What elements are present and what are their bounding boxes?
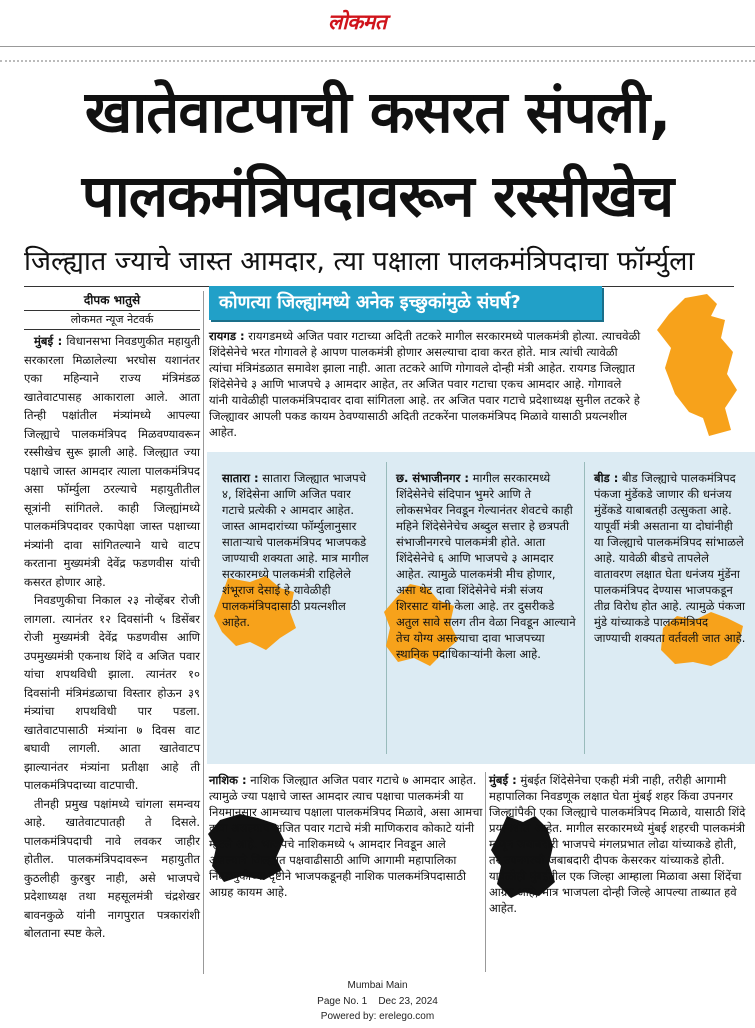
column-separator	[203, 291, 204, 974]
district-sambhajinagar: छ. संभाजीनगर : मागील सरकारमध्ये शिंदेसेनेचे संदिपान भुमरे आणि ते लोकसभेवर निवडून गेल्यानंतर शेवटचे काही महिने शिंदेसेनेचेच अब्दुल सत्तार हे छत्रपती संभाजीनगरचे पालकमंत्री होते. आता शिंदेसेनेचे ६ आणि भाजपचे ३ आमदार आहेत. त्यामुळे पालकमंत्री मीच होणार, असा थेट दावा शिंदेसेनेचे मंत्री संजय शिरसाट यांनी केला आहे. तर दुसरीकडे अतुल सावे सलग तीन वेळा निवडून आल्याने तेच योग्य असल्याचा दावा भाजपच्या स्थानिक पदाधिकाऱ्यांनी केला आहे.	[396, 471, 576, 661]
article-paragraph-2: निवडणुकीचा निकाल २३ नोव्हेंबर रोजी लागला. त्यानंतर १२ दिवसांनी ५ डिसेंबर रोजी मुख्यमंत्री देवेंद्र फडणवीस आणि उपमुख्यमंत्री एकनाथ शिंदे व अजित पवार यांचा शपथविधी झाला. त्यानंतर १० दिवसांनी मंत्रिमंडळाचा विस्तार होऊन ३९ मंत्र्यांचा शपथविधी पार पडला. खातेवाटपासाठी मंत्र्यांना ७ दिवस वाट बघावी लागली. आता खातेवाटप झाल्यानंतर मंत्र्यांना प्रतीक्षा आहे ती पालकमंत्रिपदाच्या वाटपाची.	[24, 593, 200, 792]
district-label: छ. संभाजीनगर :	[396, 471, 469, 485]
lokmat-logo: लोकमत	[328, 10, 387, 34]
district-label: रायगड :	[209, 329, 245, 343]
district-satara: सातारा : सातारा जिल्ह्यात भाजपचे ४, शिंदेसेना आणि अजित पवार गटाचे प्रत्येकी २ आमदार आहेत. जास्त आमदारांच्या फॉर्म्युलानुसार साताऱ्याचे पालकमंत्रिपद भाजपकडे जाण्याची शक्यता आहे. मात्र मागील सरकारमध्ये पालकमंत्री राहिलेले शंभूराज देसाई हे यावेळीही पालकमंत्रिपदासाठी प्रयत्नशील आहेत.	[222, 471, 369, 629]
headline-line2: पालकमंत्रिपदावरून रस्सीखेच	[81, 162, 674, 230]
footer-page: Page No. 1	[317, 996, 368, 1007]
footer-powered: Powered by: erelego.com	[320, 1011, 435, 1022]
footer-edition: Mumbai Main	[347, 980, 408, 991]
district-label: सातारा :	[222, 471, 259, 485]
district-beed: बीड : बीड जिल्ह्याचे पालकमंत्रिपद पंकजा मुंडेंकडे जाणार की धनंजय मुंडेंकडे याबाबतही उत्सुकता आहे. यापूर्वी मंत्री असताना या दोघांनीही या जिल्ह्याचे पालकमंत्रिपद सांभाळले आहे. यावेळी बीडचे तापलेले वातावरण लक्षात घेता धनंजय मुंडेंना पालकमंत्रिपद देण्यास भाजपकडून तीव्र विरोध होत आहे. त्यामुळे पंकजा मुंडे यांच्याकडे पालकमंत्रिपद जाण्याची शक्यता वर्तवली जात आहे.	[594, 471, 746, 645]
dateline: मुंबई :	[34, 334, 63, 348]
footer-date: Dec 23, 2024	[378, 996, 438, 1007]
district-mumbai: मुंबई : मुंबईत शिंदेसेनेचा एकही मंत्री नाही, तरीही आगामी महापालिका निवडणूक लक्षात घेता मुंबई शहर किंवा उपनगर जिल्ह्यांपैकी एका जिल्ह्याचे पालकमंत्रिपद मिळावे, यासाठी शिंदे प्रयत्नशील आहेत. मागील सरकारमध्ये मुंबई शहरची पालकमंत्री म्हणून जबाबदारी भाजपचे मंगलप्रभात लोढा यांच्याकडे होती, तर उपनगरची जबाबदारी दीपक केसरकर यांच्याकडे होती. यावेळीही मुंबईतील एक जिल्हा आम्हाला मिळावा असा शिंदेंचा आग्रह आहे, मात्र भाजपला दोन्ही जिल्हे आपल्या ताब्यात हवे आहेत.	[489, 773, 746, 915]
district-label: बीड :	[594, 471, 619, 485]
article-paragraph-3: तीनही प्रमुख पक्षांमध्ये चांगला समन्वय आहे. खातेवाटपातही ते दिसले. पालकमंत्रिपदाची नावे लवकर जाहीर होतील. पालकमंत्रिपदावरून महायुतीत कुठलीही कुरबुर नाही, असे भाजपचे प्रदेशाध्यक्ष तथा महसूलमंत्री चंद्रशेखर बावनकुळे यांनी नागपुरात पत्रकारांशी बोलताना स्पष्ट केले.	[24, 796, 200, 940]
district-nashik: नाशिक : नाशिक जिल्ह्यात अजित पवार गटाचे ७ आमदार आहेत. त्यामुळे ज्या पक्षाचे जास्त आमदार त्याच पक्षाचा पालकमंत्री या नियमानुसार आमच्याच पक्षाला पालकमंत्रिपद मिळावे, असा आमचा दावा असल्याचे अजित पवार गटाचे मंत्री माणिकराव कोकाटे यांनी म्हटले आहे. भाजपचे नाशिकमध्ये ५ आमदार निवडून आले असल्याने जिल्ह्यात पक्षवाढीसाठी आणि आगामी महापालिका निवडणुकीच्या दृष्टीने भाजपकडूनही नाशिक पालकमंत्रिपदासाठी आग्रह कायम आहे.	[209, 773, 483, 899]
raigad-map-icon	[645, 290, 745, 440]
article-paragraph-1: मुंबई : विधानसभा निवडणुकीत महायुती सरकारला मिळालेल्या भरघोस यशानंतर एका महिन्याने राज्य मंत्रिमंडळ खातेवाटपासह आकाराला आले. आता तिन्ही पक्षांतील मंत्र्यांमध्ये आपल्या जिल्ह्याचे पालकमंत्रिपद मिळवण्यावरून रस्सीखेच सुरू झाली आहे. जिल्ह्यात ज्या पक्षाचे जास्त आमदार त्याला पालकमंत्रिपद असा फॉर्म्युला ठरल्याचे महायुतीतील सूत्रांनी सांगितले. काही जिल्ह्यांमध्ये पालकमंत्रिपदावर एकापेक्षा जास्त पक्षाच्या मंत्र्यांनी दावा सांगितल्याने याचे वाटप करताना मुख्यमंत्री देवेंद्र फडणवीस यांची कसरत होणार आहे.	[24, 334, 200, 589]
district-raigad: रायगड : रायगडमध्ये अजित पवार गटाच्या अदिती तटकरे मागील सरकारमध्ये पालकमंत्री होत्या. त्याचवेळी शिंदेसेनेचे भरत गोगावले हे आपण पालकमंत्री होणार असल्याचा दावा करत होते. मात्र त्यांची त्यावेळी त्यांचा मंत्रिमंडळात समावेश झाला नाही. आता तटकरे आणि गोगावले दोन्ही मंत्री आहेत. रायगड जिल्ह्यात शिंदेसेनेचे ३ आणि भाजपचे ३ आमदार आहेत, तर अजित पवार गटाचा एकच आमदार आहे. गोगावले यांनी यावेळीही पालकमंत्रिपदावर दावा सांगितला आहे. तर अजित पवार गटाचे प्रदेशाध्यक्ष सुनील तटकरे हे जिल्ह्यावर आपली पकड कायम ठेवण्यासाठी अदिती तटकरेंना पालकमंत्रिपद मिळावे यासाठी प्रयत्नशील आहेत.	[209, 329, 641, 439]
masthead	[0, 0, 755, 44]
footer-page-date	[0, 996, 755, 1007]
conflict-banner: कोणत्या जिल्ह्यांमध्ये अनेक इच्छुकांमुळे संघर्ष?	[209, 286, 602, 320]
subheadline: जिल्ह्यात ज्याचे जास्त आमदार, त्या पक्षाला पालकमंत्रिपदाचा फॉर्म्युला	[24, 246, 695, 277]
perforation-line	[0, 60, 755, 64]
district-label: नाशिक :	[209, 773, 247, 787]
headline-line1: खातेवाटपाची कसरत संपली,	[84, 78, 671, 146]
district-label: मुंबई :	[489, 773, 517, 787]
bottom-divider	[485, 772, 486, 972]
news-agency: लोकमत न्यूज नेटवर्क	[24, 311, 200, 331]
byline: दीपक भातुसे	[24, 291, 200, 311]
panel-divider	[584, 462, 585, 754]
main-article	[24, 291, 200, 943]
page-divider	[0, 46, 755, 47]
